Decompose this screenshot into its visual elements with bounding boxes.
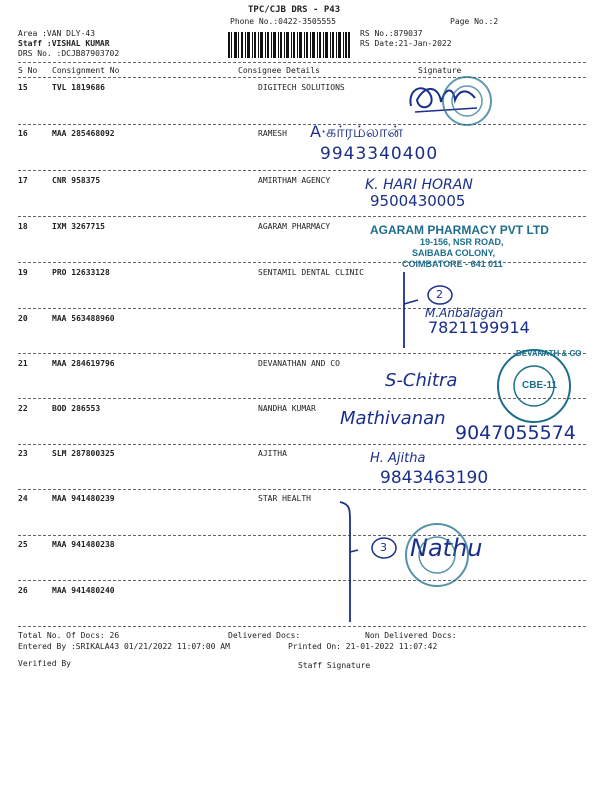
divider [18,62,586,63]
row-divider [18,489,586,490]
handwriting-phone: 9943340400 [320,144,439,164]
devanathan-stamp-center: CBE-11 [522,380,558,391]
row-consignment-no: MAA 941480239 [52,494,115,503]
handwriting-signature: Mathivanan [340,408,446,429]
row-consignment-no: MAA 563488960 [52,314,115,323]
row-divider [18,444,586,445]
row-consignee: DEVANATHAN AND CO [258,359,340,368]
row-consignee: AJITHA [258,449,287,458]
area-label: Area :VAN DLY-43 [18,29,96,38]
staff-label: Staff :VISHAL KUMAR [18,39,110,48]
row-consignment-no: CNR 958375 [52,176,101,185]
handwriting-signature: H. Ajitha [370,451,426,466]
handwriting-phone: 9843463190 [380,468,489,488]
row-consignee: STAR HEALTH [258,494,311,503]
total-docs: Total No. Of Docs: 26 [18,631,120,640]
row-sno: 16 [18,129,28,138]
bracket-row-19-20 [396,270,426,350]
row-sno: 15 [18,83,28,92]
col-consignment: Consignment No [52,66,120,75]
row-sno: 22 [18,404,28,413]
row-consignee: DIGITECH SOLUTIONS [258,83,345,92]
agaram-stamp-address: COIMBATORE - 641 011 [402,259,503,269]
row-consignment-no: MAA 285468092 [52,129,115,138]
col-signature: Signature [418,66,462,75]
handwriting-name: M.Anbalagan [425,306,504,320]
handwriting-name: K. HARI HORAN [365,177,473,193]
doc-title: TPC/CJB DRS - P43 [248,5,341,15]
stamp-ring-row-15 [440,74,494,128]
row-divider [18,535,586,536]
rs-date: RS Date:21-Jan-2022 [360,39,452,48]
row-consignment-no: MAA 941480238 [52,540,115,549]
handwriting-count: 2 [436,288,443,301]
row-sno: 24 [18,494,28,503]
row-divider [18,580,586,581]
devanathan-stamp-ring-text: DEVANATH & CO [516,349,582,358]
row-sno: 18 [18,222,28,231]
row-sno: 20 [18,314,28,323]
row-sno: 19 [18,268,28,277]
agaram-stamp-name: AGARAM PHARMACY PVT LTD [370,223,549,237]
row-consignment-no: PRO 12633128 [52,268,110,277]
divider [18,77,586,78]
handwriting-signature: S-Chitra [385,370,458,391]
page-number: Page No.:2 [450,17,499,26]
row-consignment-no: BOD 286553 [52,404,101,413]
rs-number: RS No.:879037 [360,29,423,38]
row-sno: 21 [18,359,28,368]
row-divider [18,170,586,171]
handwriting-phone: 9047055574 [455,422,576,444]
handwriting-count: 3 [380,541,387,554]
col-sno: S No [18,66,38,75]
insurance-stamp [402,520,472,590]
row-consignment-no: MAA 941480240 [52,586,115,595]
row-divider [18,216,586,217]
row-consignee: SENTAMIL DENTAL CLINIC [258,268,364,277]
delivered-docs: Delivered Docs: [228,631,301,640]
row-sno: 26 [18,586,28,595]
entered-by: Entered By :SRIKALA43 01/21/2022 11:07:00 AM [18,642,230,651]
row-consignee: NANDHA KUMAR [258,404,316,413]
row-divider [18,626,586,627]
row-consignment-no: SLM 287800325 [52,449,115,458]
row-sno: 17 [18,176,28,185]
row-consignment-no: IXM 3267715 [52,222,105,231]
barcode [228,32,350,58]
bracket-row-24-26 [330,500,360,625]
agaram-stamp-address: SAIBABA COLONY, [412,248,496,258]
agaram-stamp-address: 19-156, NSR ROAD, [420,237,504,247]
row-consignee: AMIRTHAM AGENCY [258,176,331,185]
row-consignee: RAMESH [258,129,287,138]
row-consignee: AGARAM PHARMACY [258,222,331,231]
printed-on: Printed On: 21-01-2022 11:07:42 [288,642,438,651]
drs-number: DRS No. :DCJB87903702 [18,49,120,58]
handwriting-phone: 9500430005 [370,192,466,210]
handwriting-name: A·கர்ரம்லான் [310,122,403,141]
row-sno: 25 [18,540,28,549]
verified-by: Verified By [18,659,71,668]
row-consignment-no: MAA 284619796 [52,359,115,368]
row-divider [18,124,586,125]
handwriting-phone: 7821199914 [428,318,530,337]
phone-number: Phone No.:0422-3505555 [230,17,336,26]
row-consignment-no: TVL 1819686 [52,83,105,92]
non-delivered-docs: Non Delivered Docs: [365,631,457,640]
row-sno: 23 [18,449,28,458]
col-consignee: Consignee Details [238,66,320,75]
handwriting-signature: Nathu [410,534,483,562]
staff-signature: Staff Signature [298,661,371,670]
